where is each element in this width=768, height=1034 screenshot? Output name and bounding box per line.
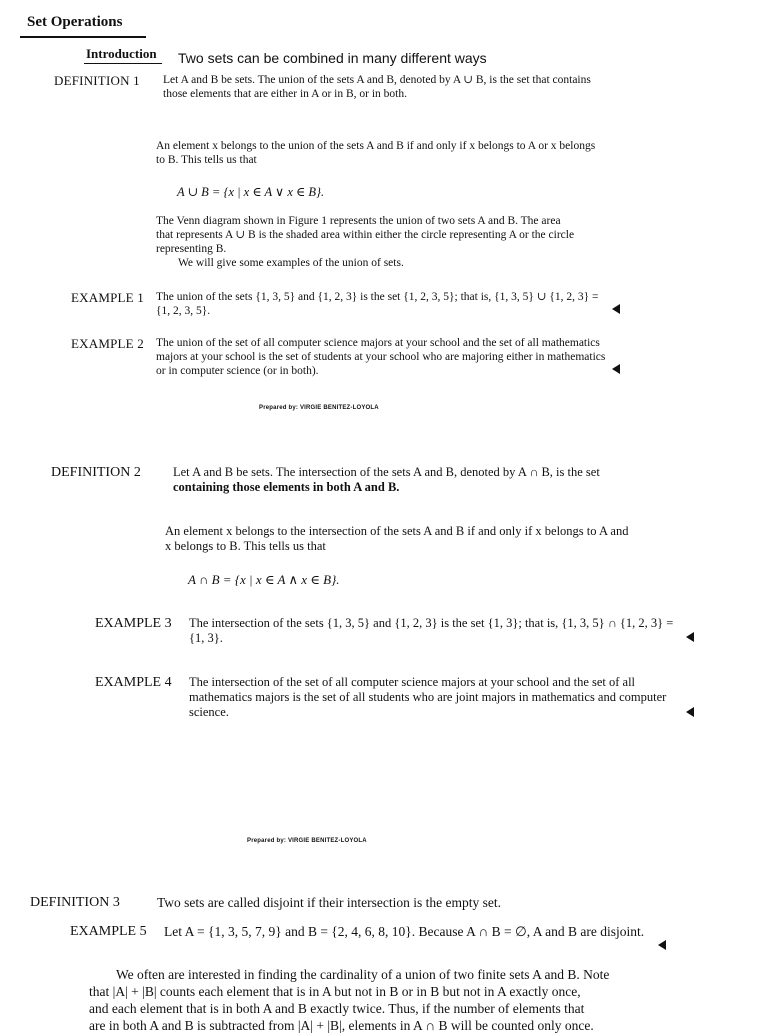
intersection-formula: A ∩ B = {x | x ∈ A ∧ x ∈ B}. (188, 572, 340, 587)
example-1-text: The union of the sets {1, 3, 5} and {1, 2, 3} is the set {1, 2, 3, 5}; that is, {1, 3, 5} ∪ {1, 2, 3} = {1, 2, 3, 5}. (156, 291, 599, 317)
intersection-paragraph: An element x belongs to the intersection of the sets A and B if and only if x belongs to A and x belongs to B. This tells us that (165, 524, 629, 553)
definition-3-text: Two sets are called disjoint if their intersection is the empty set. (157, 895, 501, 910)
example-4-text: The intersection of the set of all computer science majors at your school and the set of all mathematics majors is the set of all students who are joint majors in mathematics and computer science. (189, 675, 667, 719)
union-paragraph: An element x belongs to the union of the sets A and B if and only if x belongs to A or x belongs to B. This tells us that (156, 140, 596, 166)
end-of-example-marker (612, 364, 620, 374)
intro-label: Introduction (86, 46, 157, 61)
example-2-label: EXAMPLE 2 (71, 336, 144, 351)
example-4-label: EXAMPLE 4 (95, 675, 172, 690)
end-of-example-marker (658, 940, 666, 950)
cardinality-paragraph: We often are interested in finding the cardinality of a union of two finite sets A and B. Note that |A| + |B| counts each element that is in A but not in B or in B but not in A exactly once, and each element that is in both A and B exactly twice. Thus, if the number of elements that are in both A and B is subtracted from |A| + |B|, elements in A ∩ B will be counted only once. (89, 967, 610, 1033)
intro-text: Two sets can be combined in many different ways (178, 50, 487, 66)
title-underline (20, 36, 146, 38)
definition-3-label: DEFINITION 3 (30, 895, 120, 910)
intro-underline (84, 63, 162, 64)
example-3-label: EXAMPLE 3 (95, 616, 172, 631)
definition-2-text: Let A and B be sets. The intersection of the sets A and B, denoted by A ∩ B, is the set containing those elements in both A and B. (173, 465, 600, 494)
example-5-label: EXAMPLE 5 (70, 924, 147, 939)
example-5-text: Let A = {1, 3, 5, 7, 9} and B = {2, 4, 6, 8, 10}. Because A ∩ B = ∅, A and B are disjoint. (164, 924, 645, 939)
definition-1-text: Let A and B be sets. The union of the sets A and B, denoted by A ∪ B, is the set that contains those elements that are either in A or in B, or in both. (163, 74, 591, 100)
end-of-example-marker (686, 632, 694, 642)
prepared-by-footer: Prepared by: VIRGIE BENITEZ-LOYOLA (247, 838, 367, 844)
example-2-text: The union of the set of all computer science majors at your school and the set of all mathematics majors at your school is the set of students at your school who are majoring either in mathematics or in computer science (or in both). (156, 337, 606, 377)
definition-1-label: DEFINITION 1 (54, 73, 140, 88)
example-1-label: EXAMPLE 1 (71, 290, 144, 305)
definition-2-label: DEFINITION 2 (51, 465, 141, 480)
end-of-example-marker (612, 304, 620, 314)
end-of-example-marker (686, 707, 694, 717)
union-formula: A ∪ B = {x | x ∈ A ∨ x ∈ B}. (177, 185, 325, 199)
page-title: Set Operations (27, 14, 123, 30)
venn-paragraph: The Venn diagram shown in Figure 1 represents the union of two sets A and B. The area that represents A ∪ B is the shaded area within either the circle representing A or the circle representing B. We will give some examples of the union of sets. (156, 215, 575, 269)
prepared-by-footer: Prepared by: VIRGIE BENITEZ-LOYOLA (259, 405, 379, 411)
example-3-text: The intersection of the sets {1, 3, 5} and {1, 2, 3} is the set {1, 3}; that is, {1, 3, 5} ∩ {1, 2, 3} = {1, 3}. (189, 616, 674, 645)
